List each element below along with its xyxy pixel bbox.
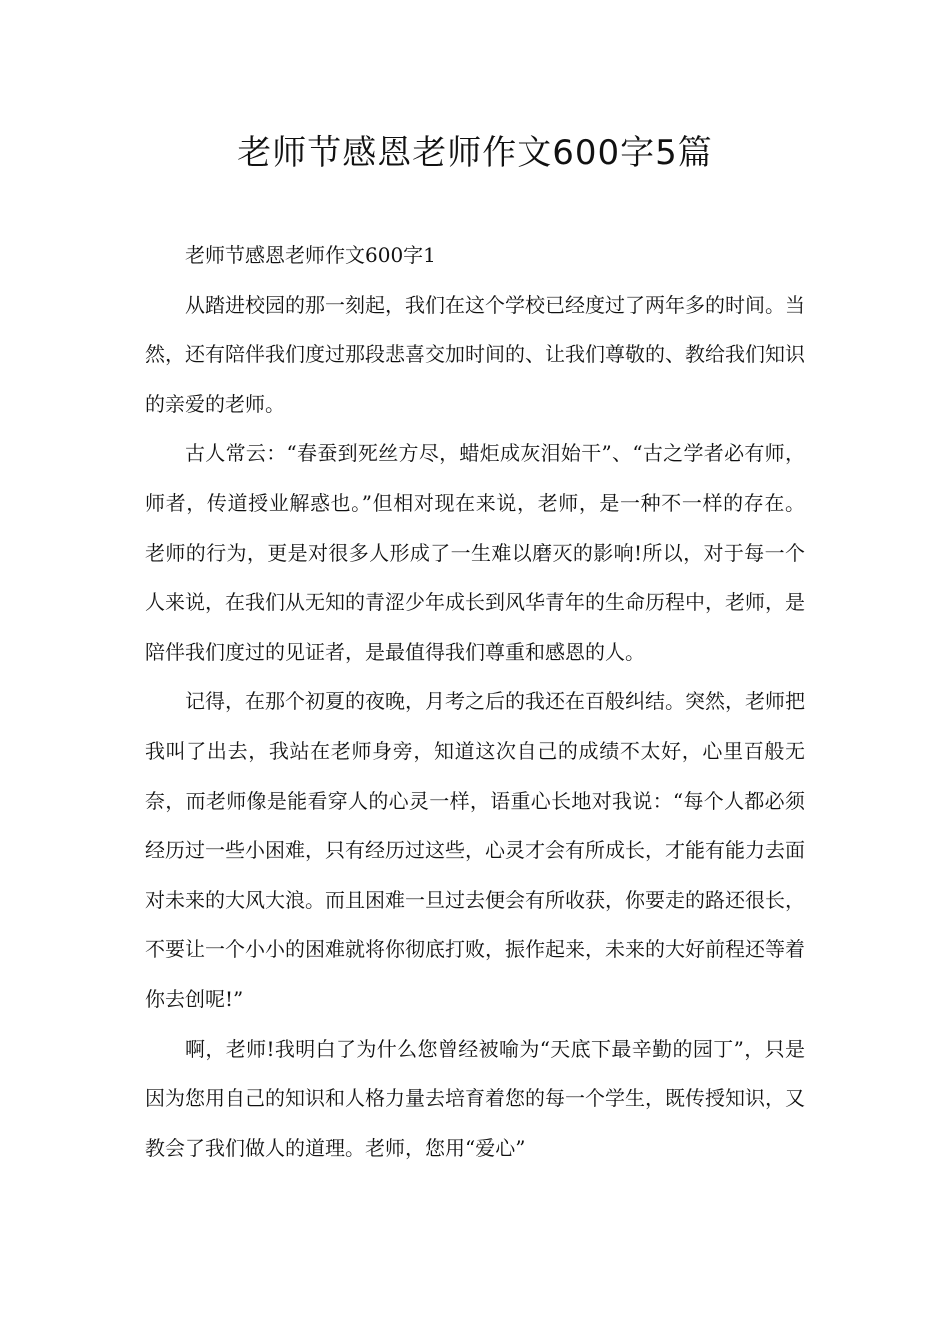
paragraph-3: 记得，在那个初夏的夜晚，月考之后的我还在百般纠结。突然，老师把我叫了出去，我站在老师身旁，知道这次自己的成绩不太好，心里百般无奈，而老师像是能看穿人的心灵一样，语重心长地对我说：“每个人都必须经历过一些小困难，只有经历过这些，心灵才会有所成长，才能有能力去面对未来的大风大浪。而且困难一旦过去便会有所收获，你要走的路还很长，不要让一个小小的困难就将你彻底打败，振作起来，未来的大好前程还等着你去创呢!” xyxy=(145,689,805,1011)
paragraph-2: 古人常云：“春蚕到死丝方尽，蜡炬成灰泪始干”、“古之学者必有师，师者，传道授业解惑也。”但相对现在来说，老师，是一种不一样的存在。老师的行为，更是对很多人形成了一生难以磨灭的影响!所以，对于每一个人来说，在我们从无知的青涩少年成长到风华青年的生命历程中，老师，是陪伴我们度过的见证者，是最值得我们尊重和感恩的人。 xyxy=(145,441,805,664)
section-heading: 老师节感恩老师作文600字1 xyxy=(185,243,436,267)
paragraph-4: 啊，老师!我明白了为什么您曾经被喻为“天底下最辛勤的园丁”，只是因为您用自己的知识和人格力量去培育着您的每一个学生，既传授知识，又教会了我们做人的道理。老师，您用“爱心” xyxy=(145,1036,805,1160)
paragraph-1: 从踏进校园的那一刻起，我们在这个学校已经度过了两年多的时间。当然，还有陪伴我们度过那段悲喜交加时间的、让我们尊敬的、教给我们知识的亲爱的老师。 xyxy=(145,292,805,416)
document-body xyxy=(145,231,805,1173)
document-title: 老师节感恩老师作文600字5篇 xyxy=(237,133,713,173)
